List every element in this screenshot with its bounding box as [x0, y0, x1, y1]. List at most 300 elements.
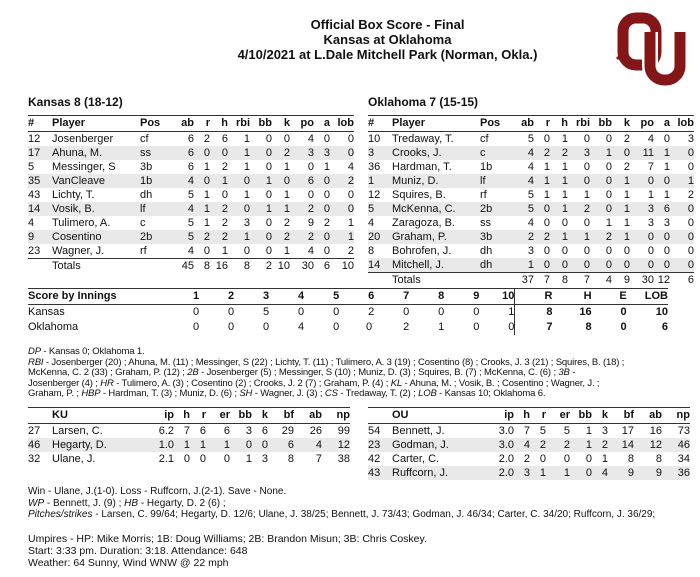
stat-cell: 9 — [655, 467, 662, 479]
stat-cell: 2 — [623, 161, 630, 173]
stat-cell: 4 — [527, 217, 534, 229]
matchup-title: Kansas at Oklahoma — [323, 32, 452, 47]
inning-header: 8 — [409, 289, 444, 305]
stat-cell: 1 — [623, 189, 630, 201]
column-header: k — [592, 408, 608, 424]
stat-cell: 0 — [663, 259, 670, 271]
stat-cell: 6 — [187, 161, 194, 173]
stat-cell: 2b — [480, 203, 493, 215]
line-score-row — [28, 320, 668, 335]
stat-abbrev: HB — [124, 497, 139, 509]
stat-cell: 6 — [221, 133, 228, 145]
stat-cell: 3 — [368, 147, 375, 159]
stat-cell: 4 — [187, 203, 194, 215]
summary-score: 6 — [661, 321, 668, 333]
stat-cell: 1 — [203, 217, 210, 229]
stat-cell: 4 — [527, 147, 534, 159]
stat-cell: 0 — [687, 231, 694, 243]
stat-cell: 1 — [543, 175, 550, 187]
note-line — [28, 498, 655, 510]
stat-cell: 0 — [265, 217, 272, 229]
stat-cell: 45 — [170, 259, 194, 274]
stat-cell: 2.0 — [498, 453, 514, 465]
stat-cell: 9 — [307, 217, 314, 229]
stat-cell: 1b — [140, 175, 153, 187]
stat-cell: 0 — [687, 245, 694, 257]
inning-score: 0 — [192, 306, 200, 318]
stat-cell: cf — [140, 133, 149, 145]
stat-cell: 0 — [583, 133, 590, 145]
column-header: rbi — [228, 116, 250, 132]
column-header — [28, 408, 52, 424]
stat-cell: 4 — [307, 133, 314, 145]
stat-cell: 1 — [243, 231, 250, 243]
stat-cell: 3 — [647, 217, 654, 229]
stat-cell: 0 — [561, 217, 568, 229]
team-label: Oklahoma — [28, 321, 79, 333]
stat-cell: 0 — [347, 189, 354, 201]
stat-cell — [368, 273, 392, 288]
inning-header: 2 — [199, 289, 234, 305]
batting-body — [368, 132, 694, 288]
batting-totals-row — [368, 273, 694, 288]
column-header: k — [612, 116, 630, 132]
stat-cell: 4 — [590, 273, 612, 288]
stat-abbrev: DP — [28, 346, 41, 357]
stat-cell: 1 — [283, 203, 290, 215]
batting-row — [368, 216, 694, 230]
stat-cell: 46 — [28, 439, 41, 451]
stat-cell: 1 — [347, 231, 354, 243]
column-header: bb — [230, 408, 252, 424]
ku-pitching-section — [28, 407, 350, 466]
player-name: Ahuna, M. — [52, 147, 103, 159]
player-name: Tulimero, A. — [52, 217, 111, 229]
stat-cell: 1 — [243, 133, 250, 145]
stat-cell: 0 — [605, 161, 612, 173]
stat-cell: 0 — [585, 453, 592, 465]
stat-cell: 0 — [687, 161, 694, 173]
stat-abbrev: RBI — [28, 356, 44, 368]
stat-cell: 2 — [583, 203, 590, 215]
stat-cell: 3 — [601, 425, 608, 437]
inning-score: 0 — [333, 321, 340, 333]
inning-header: 10 — [479, 289, 515, 305]
batting-row — [28, 230, 354, 244]
stat-cell: 8 — [550, 273, 568, 288]
stat-cell: 99 — [337, 425, 350, 437]
kansas-batting-table — [28, 115, 354, 273]
stat-cell: 5 — [187, 217, 194, 229]
note-text: - Tulimero, A. (3) ; Cosentino (2) ; Crooks, J. 2 (7) ; Graham, P. (4) ; — [113, 377, 391, 389]
pitcher-name: Carter, C. — [392, 453, 440, 465]
stat-cell: 5 — [28, 161, 35, 173]
note-text: - Wagner, J. (3) ; — [252, 388, 325, 400]
column-header: ab — [634, 408, 662, 424]
line-score-label: Score by Innings — [28, 289, 164, 305]
stat-cell: 0 — [543, 203, 550, 215]
summary-header: R — [515, 289, 553, 305]
stat-cell: 1 — [243, 189, 250, 201]
stat-cell: 2 — [687, 189, 694, 201]
stat-cell: 7 — [315, 453, 322, 465]
inning-score: 0 — [333, 306, 340, 318]
batting-row — [368, 258, 694, 273]
column-header: er — [546, 408, 570, 424]
stat-abbrev: CS — [324, 388, 338, 400]
pitching-header-row — [368, 408, 690, 424]
stat-cell: 2 — [203, 231, 210, 243]
player-name: Graham, P. — [392, 231, 447, 243]
stat-cell: 0 — [561, 245, 568, 257]
stat-cell: 3 — [687, 133, 694, 145]
stat-cell: 1 — [623, 231, 630, 243]
stat-cell: 1 — [561, 133, 568, 145]
stat-abbrev: HBP — [81, 388, 101, 400]
line-score-header-row — [28, 289, 668, 305]
stat-cell: 12 — [337, 439, 350, 451]
pitching-header — [368, 408, 690, 424]
inning-score: 0 — [227, 306, 235, 318]
stat-cell: 6 — [663, 203, 670, 215]
stat-cell: 6 — [287, 439, 294, 451]
stat-cell: 0 — [203, 175, 210, 187]
stat-cell: 7 — [183, 425, 190, 437]
stat-cell: 2.1 — [158, 453, 174, 465]
inning-score: 0 — [263, 321, 270, 333]
stat-cell: 0 — [223, 453, 230, 465]
stat-cell: 0 — [265, 161, 272, 173]
inning-score: 0 — [298, 306, 305, 318]
stat-cell: 11 — [642, 147, 654, 159]
stat-cell: 8 — [287, 453, 294, 465]
stat-cell: 0 — [323, 203, 330, 215]
stat-cell: 12 — [649, 439, 662, 451]
note-text: - Ahuna, M. ; Vosik, B. ; Cosentino ; Wagner, J. ; — [402, 377, 600, 389]
note-text: Win - Ulane, J.(1-0). Loss - Ruffcorn, J.(2-1). Save - None. — [28, 486, 287, 497]
stat-cell: 4 — [347, 161, 354, 173]
batting-row — [368, 132, 694, 147]
stat-cell: 4 — [28, 217, 35, 229]
pitcher-name: Hegarty, D. — [52, 439, 107, 451]
stat-cell: 0 — [323, 231, 330, 243]
player-name: Zaragoza, B. — [392, 217, 455, 229]
note-text: McKenna, C. 2 (33) ; Graham, P. (12) ; — [28, 367, 188, 379]
note-line — [28, 509, 655, 521]
inning-score: 0 — [473, 321, 480, 333]
column-header: bb — [570, 408, 592, 424]
stat-cell: 10 — [330, 259, 354, 274]
stat-cell: 0 — [605, 175, 612, 187]
stat-cell: 1 — [203, 203, 210, 215]
game-info-footer — [28, 533, 427, 570]
stat-cell: 1 — [563, 467, 570, 479]
player-name: Hardman, T. — [392, 161, 452, 173]
stat-cell: 12 — [654, 273, 670, 288]
stat-cell: 1 — [585, 439, 592, 451]
stat-cell: 1.0 — [158, 439, 174, 451]
stat-cell: 0 — [307, 189, 314, 201]
stat-cell — [140, 259, 170, 274]
stat-cell: 17 — [28, 147, 41, 159]
stat-cell: 43 — [28, 189, 41, 201]
stat-cell: 1 — [583, 189, 590, 201]
stat-cell: 0 — [265, 231, 272, 243]
stat-cell: 0 — [183, 453, 190, 465]
pitcher-name: Ruffcorn, J. — [392, 467, 449, 479]
stat-cell: 0 — [583, 245, 590, 257]
inning-score: 2 — [403, 321, 410, 333]
column-header: ip — [484, 408, 514, 424]
stat-cell: 0 — [623, 259, 630, 271]
stat-cell: 1 — [601, 453, 608, 465]
stat-cell: 2 — [307, 231, 314, 243]
footer-line: Start: 3:33 pm. Duration: 3:18. Attendance: 648 — [28, 545, 248, 558]
stat-cell: 2 — [323, 217, 330, 229]
stat-cell: 3 — [307, 147, 314, 159]
pitching-body — [368, 424, 690, 481]
inning-score: 0 — [227, 321, 235, 333]
column-header: ip — [144, 408, 174, 424]
stat-cell: 1 — [663, 161, 670, 173]
stat-cell: 6 — [261, 425, 268, 437]
stat-cell: 26 — [309, 425, 322, 437]
stat-cell: 0 — [543, 133, 550, 145]
stat-cell: 0 — [663, 175, 670, 187]
pitching-row — [28, 438, 350, 452]
stat-cell: 5 — [539, 425, 546, 437]
batting-row — [368, 160, 694, 174]
stat-cell: 3.0 — [498, 425, 514, 437]
stat-cell: 0 — [265, 189, 272, 201]
inning-score: 1 — [438, 321, 445, 333]
inning-header: 5 — [304, 289, 339, 305]
stat-cell: cf — [480, 133, 489, 145]
inning-header: 6 — [339, 289, 374, 305]
stat-cell: 14 — [368, 259, 381, 271]
stat-cell: 0 — [323, 245, 330, 257]
column-header: ab — [510, 116, 534, 132]
batting-row — [28, 244, 354, 259]
stat-cell: 2 — [347, 175, 354, 187]
stat-cell: 1 — [283, 161, 290, 173]
batting-totals-row — [28, 259, 354, 274]
stat-abbrev: 2B — [187, 367, 199, 379]
stat-cell: 20 — [368, 231, 381, 243]
stat-cell: 1 — [221, 245, 228, 257]
stat-cell: 1 — [368, 175, 375, 187]
column-header: k — [252, 408, 268, 424]
stat-cell: 3 — [245, 425, 252, 437]
note-text: - Hegarty, D. 2 (6) ; — [138, 497, 226, 509]
stat-cell: 1 — [203, 189, 210, 201]
stat-cell: 6.2 — [158, 425, 174, 437]
stat-cell: 2b — [140, 231, 153, 243]
summary-header: H — [552, 289, 591, 305]
batting-notes — [28, 347, 624, 400]
stat-cell: 4 — [368, 217, 375, 229]
ou-pitching-table — [368, 407, 690, 480]
totals-label: Totals — [392, 273, 480, 288]
stat-cell: lf — [140, 203, 146, 215]
stat-cell: 0 — [221, 147, 228, 159]
stat-cell: 0 — [623, 245, 630, 257]
stat-cell: 5 — [563, 425, 570, 437]
stat-cell: 0 — [245, 439, 252, 451]
stat-cell: 0 — [221, 189, 228, 201]
summary-score: 8 — [585, 321, 592, 333]
stat-cell — [28, 259, 52, 274]
stat-cell: 1 — [243, 161, 250, 173]
stat-cell: 6 — [187, 133, 194, 145]
stat-cell: 0 — [265, 245, 272, 257]
column-header: lob — [330, 116, 354, 132]
stat-cell: 1 — [647, 189, 654, 201]
pitching-header-row — [28, 408, 350, 424]
stat-cell: 4 — [187, 175, 194, 187]
inning-header: 4 — [269, 289, 304, 305]
oklahoma-batting-table — [368, 115, 694, 287]
summary-score: 0 — [620, 321, 627, 333]
stat-cell: 4 — [307, 245, 314, 257]
stat-cell: 1 — [265, 175, 272, 187]
stat-cell: 5 — [527, 203, 534, 215]
footer-line: Umpires - HP: Mike Morris; 1B: Doug Williams; 2B: Brandon Misun; 3B: Chris Coskey. — [28, 533, 427, 545]
team-label: Kansas — [28, 306, 65, 318]
player-name: Vosik, B. — [52, 203, 95, 215]
stat-cell: 6 — [187, 147, 194, 159]
stat-cell: 0 — [687, 203, 694, 215]
column-header — [368, 408, 392, 424]
stat-cell: 0 — [583, 259, 590, 271]
stat-cell: 1 — [199, 439, 206, 451]
summary-score: 8 — [515, 305, 553, 321]
stat-cell: ss — [480, 217, 491, 229]
summary-score: 7 — [515, 320, 553, 335]
inning-score: 5 — [263, 306, 270, 318]
column-header: r — [190, 408, 206, 424]
summary-score: 16 — [579, 306, 592, 318]
stat-cell: 0 — [687, 259, 694, 271]
footer-line: Weather: 64 Sunny, Wind WNW @ 22 mph — [28, 557, 229, 570]
column-header: # — [368, 116, 392, 132]
stat-cell: 2 — [543, 231, 550, 243]
summary-header: LOB — [627, 289, 668, 305]
stat-cell: 0 — [347, 147, 354, 159]
batting-row — [368, 202, 694, 216]
column-header: ab — [294, 408, 322, 424]
report-header — [85, 17, 690, 62]
stat-cell: 4 — [523, 439, 530, 451]
stat-cell: 2 — [539, 439, 546, 451]
note-text: - — [569, 367, 576, 379]
stat-cell: 3 — [647, 203, 654, 215]
stat-cell: 1 — [347, 217, 354, 229]
player-name: Bohrofen, J. — [392, 245, 452, 257]
inning-score: 4 — [298, 321, 305, 333]
ku-pitching-table — [28, 407, 350, 466]
pitching-row — [368, 438, 690, 452]
column-header: k — [272, 116, 290, 132]
column-header: r — [194, 116, 210, 132]
stat-cell: 1 — [561, 189, 568, 201]
pitching-row — [368, 452, 690, 466]
stat-cell: 4 — [601, 467, 608, 479]
stat-cell — [480, 273, 510, 288]
stat-cell: 1 — [561, 231, 568, 243]
batting-header — [368, 116, 694, 132]
batting-header-row — [368, 116, 694, 132]
stat-cell: 0 — [583, 175, 590, 187]
stat-cell: 0 — [199, 453, 206, 465]
stat-cell: 1 — [583, 231, 590, 243]
stat-abbrev: Pitches/strikes — [28, 509, 93, 521]
summary-header: E — [592, 289, 627, 305]
inning-score: 2 — [368, 306, 375, 318]
stat-abbrev: LOB — [418, 388, 437, 400]
stat-cell: 2 — [623, 133, 630, 145]
stat-cell: dh — [480, 259, 493, 271]
pitcher-name: Ulane, J. — [52, 453, 96, 465]
column-header: a — [654, 116, 670, 132]
inning-header: 3 — [234, 289, 269, 305]
stat-cell: 1 — [221, 175, 228, 187]
note-line — [28, 486, 655, 498]
line-score-row — [28, 305, 668, 321]
batting-row — [368, 244, 694, 258]
stat-cell: 1 — [323, 161, 330, 173]
inning-score: 0▫ — [365, 321, 375, 333]
stat-abbrev: HR — [100, 377, 114, 389]
note-text: - Josenberger (20) ; Ahuna, M. (11) ; Messinger, S (22) ; Lichty, T. (11) ; Tulimero, A. 3 (19) ; Cosentino (8) ; Crooks, J. 3 (21) ; Squires, B. (18) ; — [43, 356, 625, 368]
stat-cell: 1 — [527, 259, 534, 271]
stat-cell: 1 — [543, 161, 550, 173]
stat-cell: 1 — [283, 189, 290, 201]
column-header: bb — [250, 116, 272, 132]
player-name: McKenna, C. — [392, 203, 456, 215]
stat-cell: 30 — [290, 259, 314, 274]
stat-cell: 3.0 — [498, 439, 514, 451]
pitching-header — [28, 408, 350, 424]
player-name: Mitchell, J. — [392, 259, 444, 271]
stat-cell: 0 — [563, 453, 570, 465]
column-header: # — [28, 116, 52, 132]
stat-cell: 0 — [243, 203, 250, 215]
stat-cell: 6 — [314, 259, 330, 274]
stat-cell: 0 — [203, 147, 210, 159]
stat-cell: 36 — [368, 161, 381, 173]
stat-cell: 5 — [527, 189, 534, 201]
stat-cell: 0 — [243, 175, 250, 187]
stat-cell: 17 — [621, 425, 634, 437]
stat-cell: 8 — [228, 259, 250, 274]
stat-cell: 6 — [307, 175, 314, 187]
stat-cell: 4 — [527, 175, 534, 187]
stat-cell: 0 — [647, 259, 654, 271]
stat-cell: 3 — [583, 147, 590, 159]
stat-cell: 8 — [627, 453, 634, 465]
stat-abbrev: 3B — [558, 367, 570, 379]
stat-cell: 5 — [527, 133, 534, 145]
batting-row — [368, 146, 694, 160]
column-header: h — [550, 116, 568, 132]
column-header: bb — [590, 116, 612, 132]
stat-cell: 35 — [28, 175, 41, 187]
stat-cell: 1 — [663, 147, 670, 159]
stat-cell: 30 — [630, 273, 654, 288]
inning-score: 0 — [508, 321, 515, 333]
line-score-header — [28, 289, 668, 305]
